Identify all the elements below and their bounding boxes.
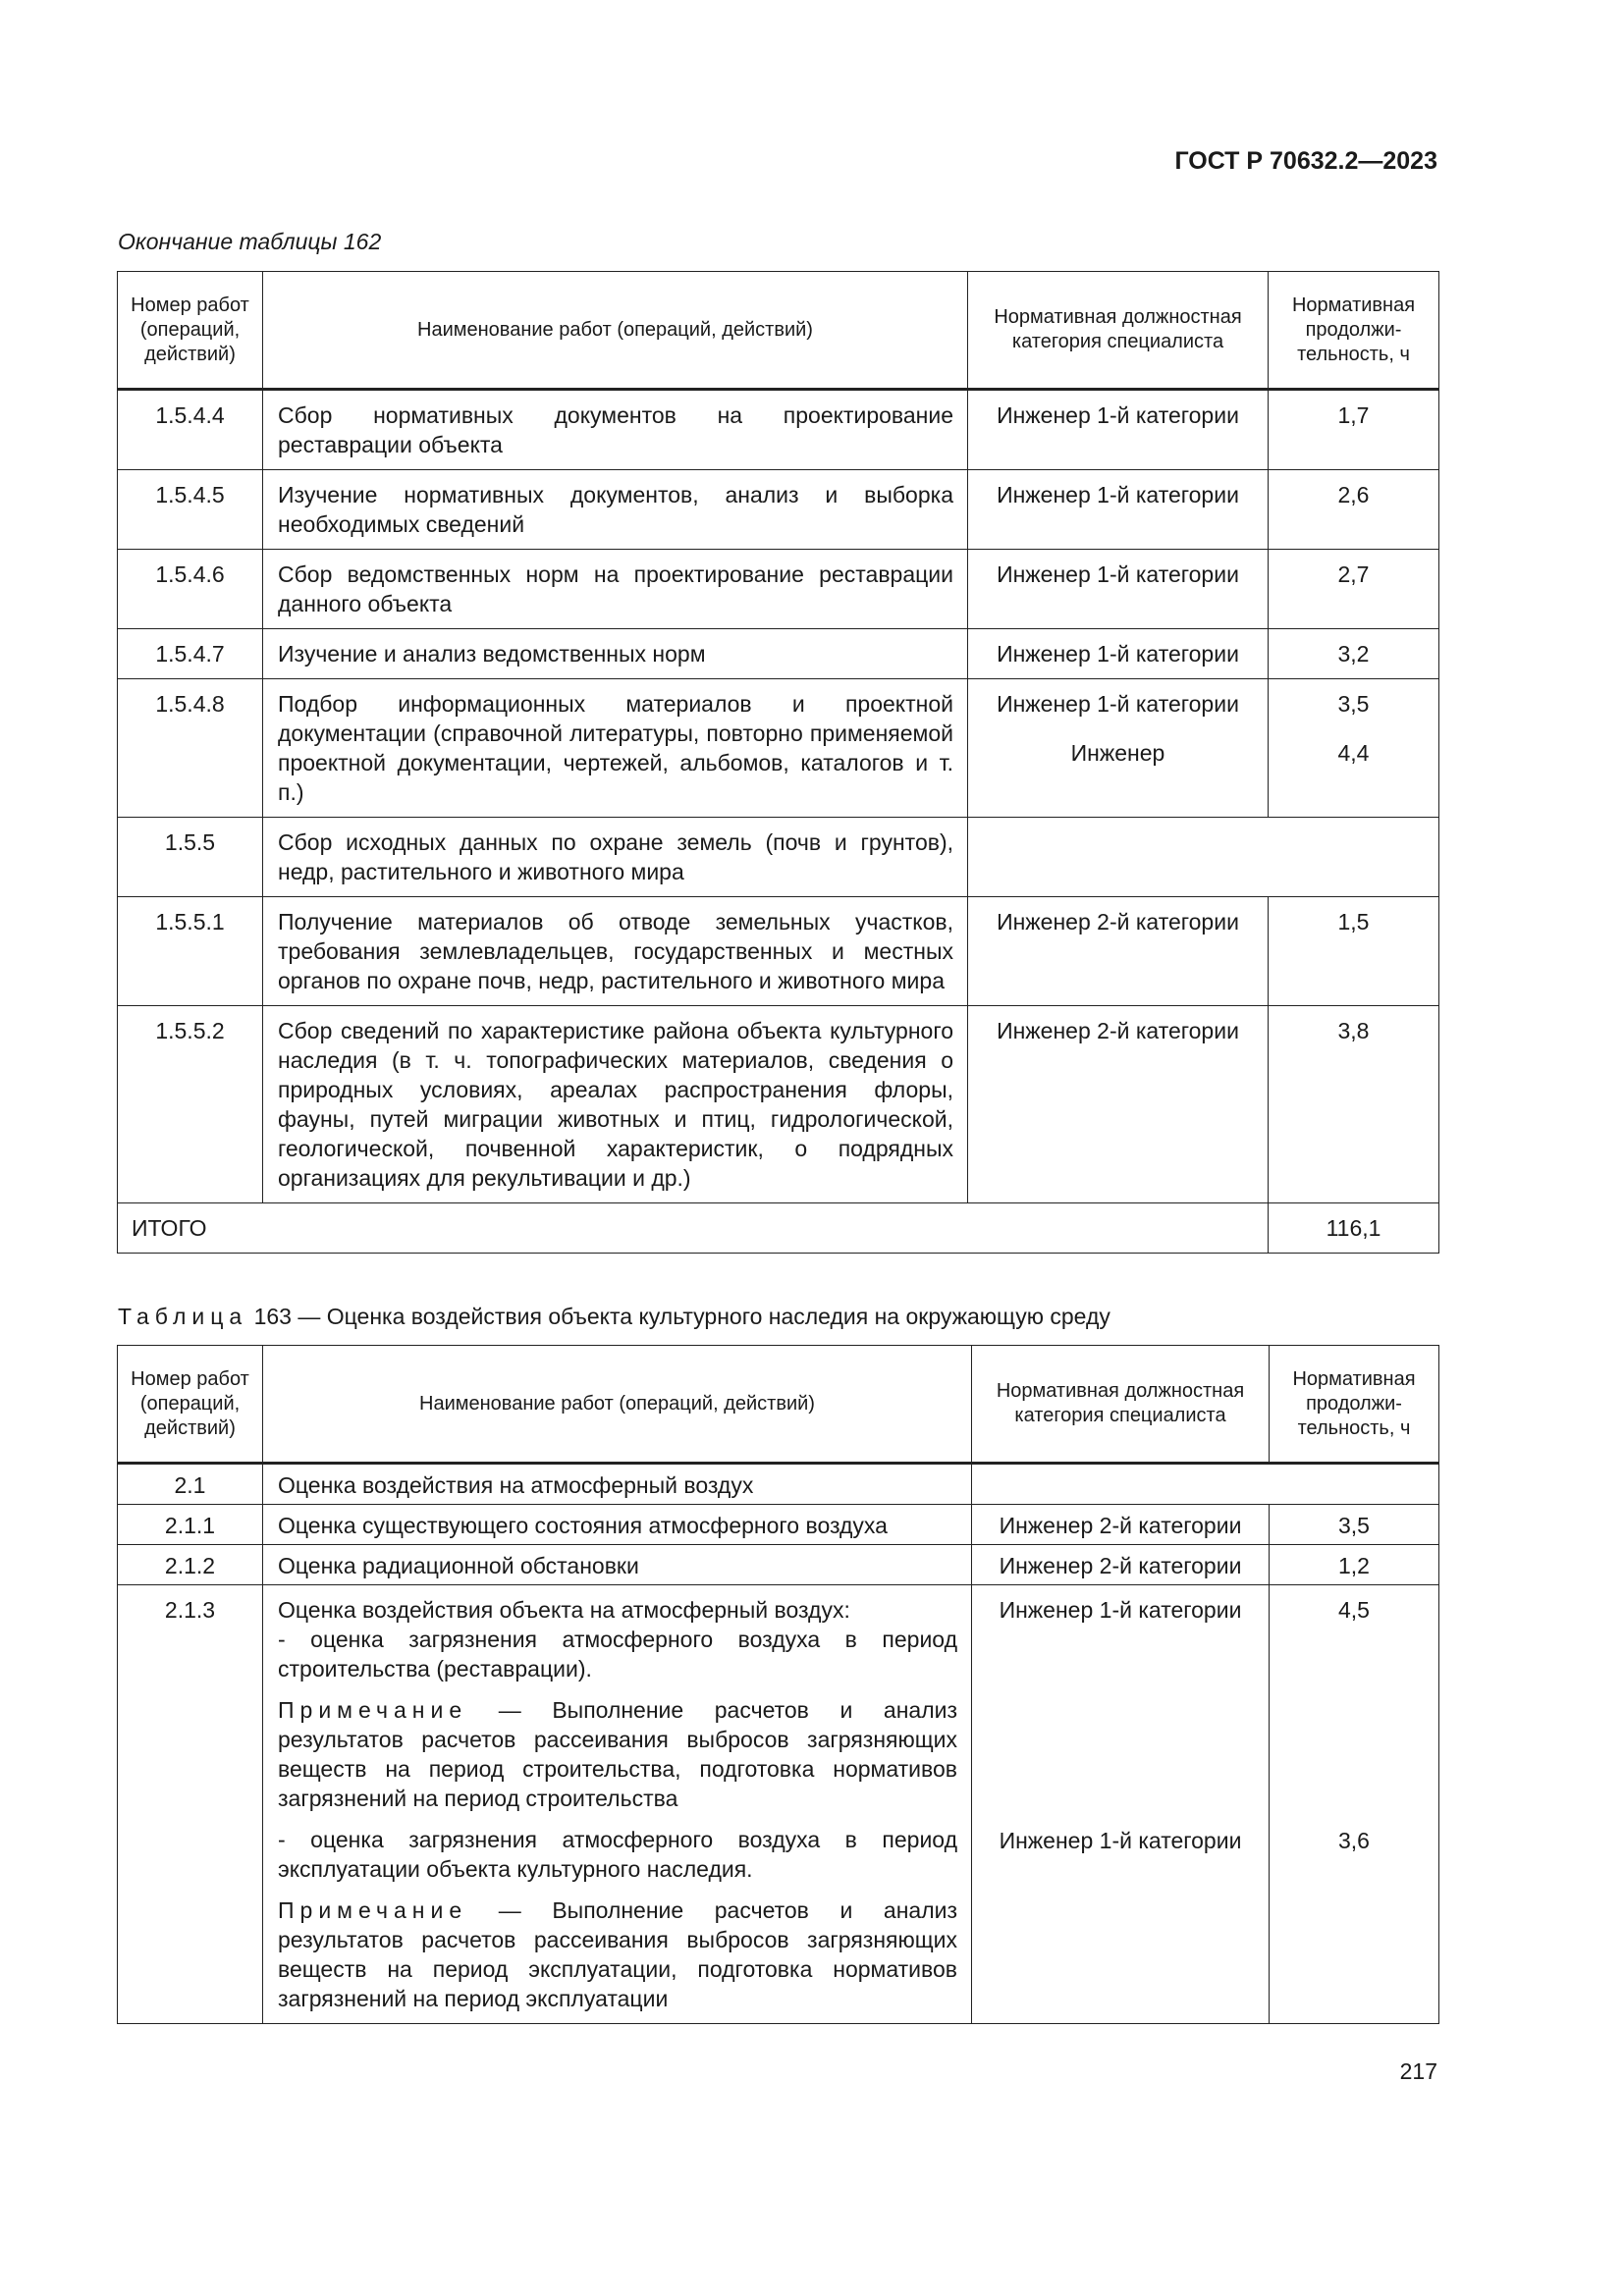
col-header-duration: Нормативная продолжи-тельность, ч xyxy=(1269,272,1439,390)
row-duration: 1,7 xyxy=(1269,390,1439,470)
table-row xyxy=(118,470,1439,550)
table-row xyxy=(118,1006,1439,1203)
note-1-prefix: Примечание xyxy=(278,1697,468,1723)
table-row xyxy=(118,818,1439,897)
table-row xyxy=(118,629,1439,679)
row-duration xyxy=(1270,1585,1439,2024)
row-duration-1: 3,5 xyxy=(1337,691,1370,717)
row-duration-2: 3,6 xyxy=(1338,1828,1370,1853)
row-name: Оценка существующего состояния атмосферного воздуха xyxy=(263,1505,972,1545)
note-1-text: — Выполнение расчетов и анализ результатов расчетов рассеивания выбросов загрязняющих веществ на период строительства, подготовка нормативов загрязнений на период строительства xyxy=(278,1697,958,1811)
col-header-duration: Нормативная продолжи-тельность, ч xyxy=(1270,1346,1439,1464)
table-row xyxy=(118,1585,1439,2024)
row-duration: 2,7 xyxy=(1269,550,1439,629)
note-1 xyxy=(278,1695,957,1813)
note-2 xyxy=(278,1896,957,2013)
row-category: Инженер 2-й категории xyxy=(972,1545,1270,1585)
total-row xyxy=(118,1203,1439,1254)
row-number: 2.1.3 xyxy=(118,1585,263,2024)
row-duration: 1,5 xyxy=(1269,897,1439,1006)
table-row xyxy=(118,897,1439,1006)
row-name: Сбор сведений по характеристике района объекта культурного наследия (в т. ч. топографических материалов, сведения о природных условиях, ареалах распространения флоры, фауны, путей миграции животных и птиц, гидрологической, геологической, почвенной характеристик, о подрядных организациях для рекультивации и др.) xyxy=(263,1006,968,1203)
row-duration xyxy=(1269,679,1439,818)
row-category: Инженер 1-й категории xyxy=(968,390,1269,470)
row-number: 2.1 xyxy=(118,1464,263,1505)
table-162 xyxy=(117,271,1439,1254)
table-163-caption-prefix: Таблица xyxy=(118,1304,248,1329)
row-duration: 1,2 xyxy=(1270,1545,1439,1585)
row-empty-cell xyxy=(968,818,1439,897)
row-name: Оценка радиационной обстановки xyxy=(263,1545,972,1585)
row-number: 1.5.4.8 xyxy=(118,679,263,818)
note-2-prefix: Примечание xyxy=(278,1897,468,1923)
page-number: 217 xyxy=(1399,2058,1437,2084)
row-category: Инженер 2-й категории xyxy=(968,1006,1269,1203)
col-header-category: Нормативная должностная категория специалиста xyxy=(968,272,1269,390)
row-empty-cell xyxy=(972,1464,1439,1505)
row-number: 1.5.5.1 xyxy=(118,897,263,1006)
col-header-name: Наименование работ (операций, действий) xyxy=(263,1346,972,1464)
row-duration: 3,2 xyxy=(1269,629,1439,679)
table-row xyxy=(118,679,1439,818)
row-number: 1.5.4.4 xyxy=(118,390,263,470)
row-category-2: Инженер 1-й категории xyxy=(999,1828,1242,1853)
row-number: 2.1.2 xyxy=(118,1545,263,1585)
row-category-1: Инженер 1-й категории xyxy=(997,691,1239,717)
row-duration-2: 4,4 xyxy=(1337,740,1370,766)
table-row xyxy=(118,1545,1439,1585)
table-163 xyxy=(117,1345,1439,2024)
col-header-category: Нормативная должностная категория специалиста xyxy=(972,1346,1270,1464)
row-line-1: Оценка воздействия объекта на атмосферный воздух: xyxy=(278,1597,850,1623)
row-number: 1.5.5.2 xyxy=(118,1006,263,1203)
document-code: ГОСТ Р 70632.2—2023 xyxy=(1174,147,1437,175)
row-name: Получение материалов об отводе земельных участков, требования землевладельцев, государственных и местных органов по охране почв, недр, растительного и животного мира xyxy=(263,897,968,1006)
row-category-1: Инженер 1-й категории xyxy=(999,1597,1242,1623)
row-name: Сбор нормативных документов на проектирование реставрации объекта xyxy=(263,390,968,470)
note-2-text: — Выполнение расчетов и анализ результатов расчетов рассеивания выбросов загрязняющих веществ на период эксплуатации, подготовка нормативов загрязнений на период эксплуатации xyxy=(278,1897,958,2011)
total-value: 116,1 xyxy=(1269,1203,1439,1254)
row-category xyxy=(968,679,1269,818)
table-row xyxy=(118,1505,1439,1545)
row-category: Инженер 2-й категории xyxy=(972,1505,1270,1545)
table-162-caption: Окончание таблицы 162 xyxy=(118,229,382,254)
table-row xyxy=(118,1464,1439,1505)
table-163-caption xyxy=(118,1304,1110,1330)
row-number: 1.5.4.6 xyxy=(118,550,263,629)
table-header-row xyxy=(118,1346,1439,1464)
row-duration: 2,6 xyxy=(1269,470,1439,550)
row-category: Инженер 1-й категории xyxy=(968,470,1269,550)
row-name: Оценка воздействия на атмосферный воздух xyxy=(263,1464,972,1505)
col-header-number: Номер работ (операций, действий) xyxy=(118,1346,263,1464)
row-name: Подбор информационных материалов и проектной документации (справочной литературы, повторно применяемой проектной документации, чертежей, альбомов, каталогов и т. п.) xyxy=(263,679,968,818)
table-row xyxy=(118,390,1439,470)
row-line-3: - оценка загрязнения атмосферного воздуха в период эксплуатации объекта культурного наследия. xyxy=(278,1827,957,1882)
row-name: Изучение нормативных документов, анализ и выборка необходимых сведений xyxy=(263,470,968,550)
row-category xyxy=(972,1585,1270,2024)
table-row xyxy=(118,550,1439,629)
row-name: Сбор ведомственных норм на проектирование реставрации данного объекта xyxy=(263,550,968,629)
row-number: 1.5.4.5 xyxy=(118,470,263,550)
row-duration: 3,5 xyxy=(1270,1505,1439,1545)
total-label: ИТОГО xyxy=(118,1203,1269,1254)
row-name xyxy=(263,1585,972,2024)
col-header-name: Наименование работ (операций, действий) xyxy=(263,272,968,390)
row-number: 1.5.5 xyxy=(118,818,263,897)
row-line-2: - оценка загрязнения атмосферного воздуха в период строительства (реставрации). xyxy=(278,1627,957,1682)
row-category: Инженер 1-й категории xyxy=(968,550,1269,629)
table-header-row xyxy=(118,272,1439,390)
col-header-number: Номер работ (операций, действий) xyxy=(118,272,263,390)
row-duration-1: 4,5 xyxy=(1338,1597,1370,1623)
row-duration: 3,8 xyxy=(1269,1006,1439,1203)
row-name: Сбор исходных данных по охране земель (почв и грунтов), недр, растительного и животного мира xyxy=(263,818,968,897)
row-name: Изучение и анализ ведомственных норм xyxy=(263,629,968,679)
row-category: Инженер 1-й категории xyxy=(968,629,1269,679)
row-number: 1.5.4.7 xyxy=(118,629,263,679)
row-category: Инженер 2-й категории xyxy=(968,897,1269,1006)
table-163-caption-text: 163 — Оценка воздействия объекта культурного наследия на окружающую среду xyxy=(253,1304,1110,1329)
row-number: 2.1.1 xyxy=(118,1505,263,1545)
row-category-2: Инженер xyxy=(1070,740,1165,766)
